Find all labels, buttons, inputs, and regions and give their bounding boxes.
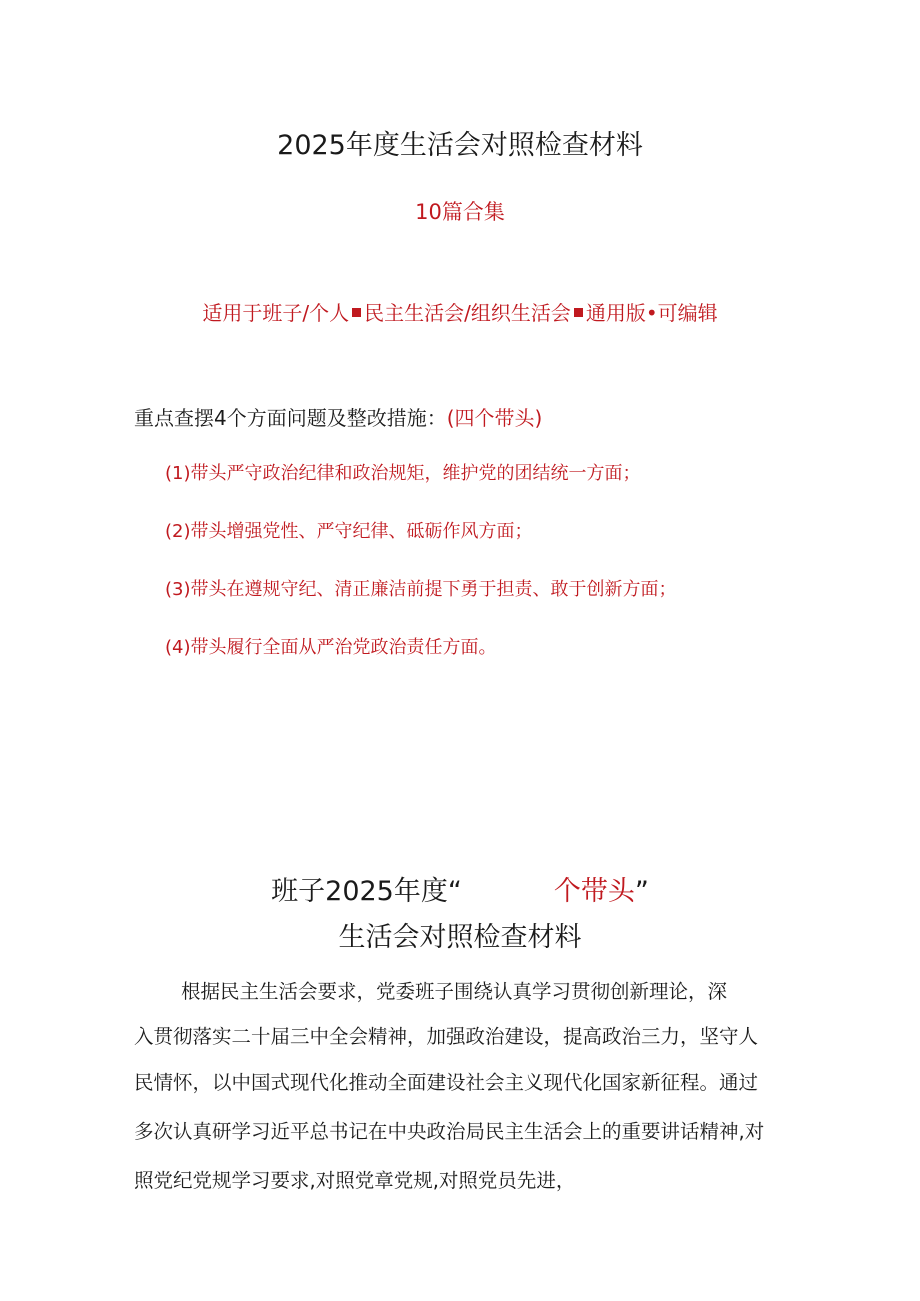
- section-heading-line-2: 生活会对照检查材料: [338, 922, 582, 953]
- open-quote: “: [447, 876, 462, 907]
- intro-text: 重点查摆4个方面问题及整改措施：: [134, 406, 447, 430]
- aspect-item-4: (4)带头履行全面从严治党政治责任方面。: [165, 637, 497, 658]
- body-paragraph-line: 入贯彻落实二十届三中全会精神，加强政治建设，提高政治三力，坚守人: [134, 1025, 759, 1048]
- body-paragraph-line: 照党纪党规学习要求,对照党章党规,对照党员先进，: [134, 1169, 576, 1192]
- aspect-item-1: (1)带头严守政治纪律和政治规矩，维护党的团结统一方面；: [165, 463, 641, 484]
- section-heading: [0, 874, 920, 910]
- aspect-item-3: (3)带头在遵规守纪、清正廉洁前提下勇于担责、敢于创新方面；: [165, 579, 677, 600]
- intro-line: [134, 403, 542, 433]
- intro-highlight: (四个带头): [446, 406, 543, 430]
- aspect-item-2: (2)带头增强党性、严守纪律、砥砺作风方面；: [165, 521, 533, 542]
- tagline-part-1: 适用于班子/个人: [202, 301, 350, 325]
- document-tagline: [0, 298, 920, 328]
- document-title: 2025年度生活会对照检查材料: [277, 130, 643, 161]
- body-paragraph-line: 多次认真研学习近平总书记在中央政治局民主生活会上的重要讲话精神,对: [134, 1120, 765, 1143]
- close-quote: ”: [634, 876, 649, 907]
- body-paragraph-line: 民情怀，以中国式现代化推动全面建设社会主义现代化国家新征程。通过: [134, 1071, 759, 1094]
- tagline-part-3: 通用版•可编辑: [585, 301, 718, 325]
- square-bullet-icon: [574, 308, 583, 317]
- body-paragraph-line: 根据民主生活会要求，党委班子围绕认真学习贯彻创新理论，深: [181, 980, 728, 1003]
- document-subtitle: 10篇合集: [415, 200, 505, 224]
- tagline-part-2: 民主生活会/组织生活会: [364, 301, 571, 325]
- section-heading-prefix: 班子2025年度: [271, 876, 448, 907]
- section-heading-highlight: 个带头: [553, 876, 635, 907]
- square-bullet-icon: [352, 308, 361, 317]
